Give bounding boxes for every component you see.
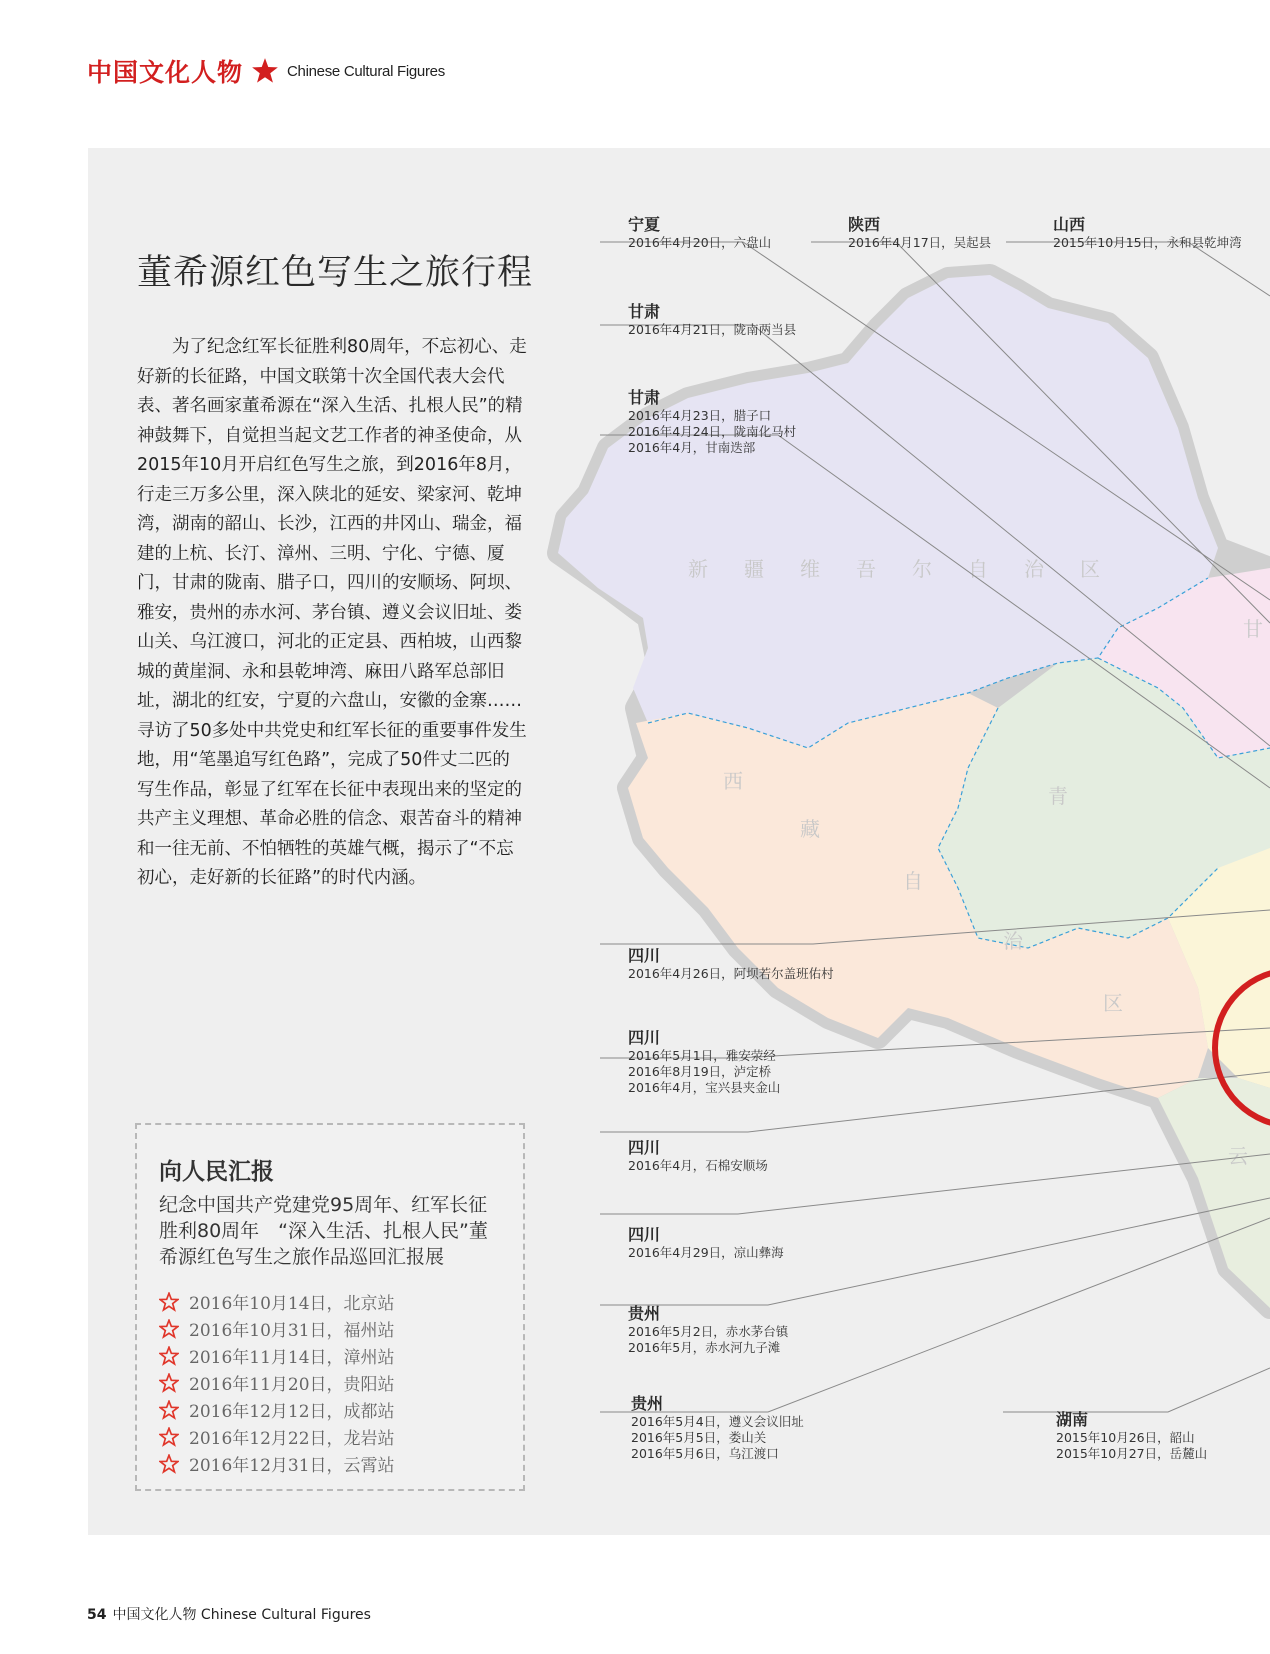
- callout-line: 2016年5月6日，乌江渡口: [631, 1446, 779, 1461]
- brand-name-cn: 中国文化人物: [87, 58, 244, 87]
- report-box: [135, 1123, 525, 1491]
- list-item: [159, 1450, 501, 1477]
- callout-province: 四川: [628, 946, 661, 965]
- callout-sichuan-4: [628, 1225, 784, 1261]
- region-name-xizang-3: 自: [903, 869, 923, 893]
- list-item: [159, 1288, 501, 1315]
- region-name-xizang-5: 区: [1103, 991, 1123, 1015]
- callout-line: 2016年5月，赤水河九子滩: [628, 1340, 781, 1355]
- callout-guizhou-1: [628, 1304, 788, 1356]
- callout-ningxia: [628, 215, 771, 251]
- callout-province: 湖南: [1056, 1410, 1089, 1429]
- star-outline-icon: [159, 1319, 179, 1339]
- callout-province: 四川: [628, 1138, 661, 1157]
- callout-line: 2016年8月19日，泸定桥: [628, 1064, 772, 1079]
- callout-line: 2015年10月27日，岳麓山: [1056, 1446, 1208, 1461]
- callout-guizhou-2: [631, 1394, 804, 1462]
- callout-line: 2016年4月，石棉安顺场: [628, 1158, 768, 1173]
- callout-sichuan-1: [628, 946, 834, 982]
- masthead: [87, 53, 445, 89]
- stop-text: 2016年10月31日，福州站: [189, 1321, 395, 1341]
- star-outline-icon: [159, 1292, 179, 1312]
- star-outline-icon: [159, 1454, 179, 1474]
- callout-province: 甘肃: [628, 388, 661, 407]
- callout-province: 甘肃: [628, 302, 661, 321]
- callout-line: 2016年4月24日，陇南化马村: [628, 424, 797, 439]
- callout-sichuan-3: [628, 1138, 768, 1174]
- callout-line: 2016年4月23日，腊子口: [628, 408, 772, 423]
- callout-line: 2016年5月2日，赤水茅台镇: [628, 1324, 789, 1339]
- stop-text: 2016年10月14日，北京站: [189, 1294, 395, 1314]
- exhibition-stops: [159, 1288, 501, 1477]
- list-item: [159, 1342, 501, 1369]
- callout-line: 2016年4月21日，陇南两当县: [628, 322, 797, 337]
- callout-line: 2016年4月26日，阿坝若尔盖班佑村: [628, 966, 834, 981]
- list-item: [159, 1315, 501, 1342]
- callout-line: 2015年10月26日，韶山: [1056, 1430, 1195, 1445]
- callout-province: 宁夏: [628, 215, 661, 234]
- callout-line: 2016年4月20日，六盘山: [628, 235, 772, 250]
- star-icon: [251, 57, 279, 85]
- region-name-qinghai: 青: [1048, 784, 1068, 808]
- callout-province: 山西: [1053, 215, 1086, 234]
- list-item: [159, 1396, 501, 1423]
- callout-province: 陕西: [848, 215, 881, 234]
- callout-province: 四川: [628, 1028, 661, 1047]
- stop-text: 2016年12月31日，云霄站: [189, 1456, 395, 1476]
- page-number: 54: [87, 1607, 107, 1623]
- callout-province: 四川: [628, 1225, 661, 1244]
- callout-province: 贵州: [631, 1394, 664, 1413]
- article-title: 董希源红色写生之旅行程: [137, 253, 534, 293]
- footer-text: 中国文化人物 Chinese Cultural Figures: [112, 1607, 371, 1623]
- callout-shaanxi: [848, 215, 991, 251]
- region-name-xinjiang: 新疆维吾尔自治区: [688, 557, 1136, 581]
- callout-line: 2016年4月，甘南迭部: [628, 440, 756, 455]
- callout-gansu-1: [628, 302, 796, 338]
- callout-hunan: [1056, 1410, 1207, 1462]
- region-name-xizang-2: 藏: [800, 817, 820, 841]
- star-outline-icon: [159, 1427, 179, 1447]
- region-name-gansu: 甘: [1243, 617, 1263, 641]
- star-outline-icon: [159, 1400, 179, 1420]
- stop-text: 2016年11月20日，贵阳站: [189, 1375, 395, 1395]
- article-intro: 为了纪念红军长征胜利80周年，不忘初心、走好新的长征路，中国文联第十次全国代表大会代表、著名画家董希源在“深入生活、扎根人民”的精神鼓舞下，自觉担当起文艺工作者的神圣使命，从2015年10月开启红色写生之旅，到2016年8月，行走三万多公里，深入陕北的延安、梁家河、乾坤湾，湖南的韶山、长沙，江西的井冈山、瑞金，福建的上杭、长汀、漳州、三明、宁化、宁德、厦门，甘肃的陇南、腊子口，四川的安顺场、阿坝、雅安，贵州的赤水河、茅台镇、遵义会议旧址、娄山关、乌江渡口，河北的正定县、西柏坡，山西黎城的黄崖洞、永和县乾坤湾、麻田八路军总部旧址，湖北的红安，宁夏的六盘山，安徽的金寨……寻访了50多处中共党史和红军长征的重要事件发生地，用“笔墨追写红色路”，完成了50件丈二匹的写生作品，彰显了红军在长征中表现出来的坚定的共产主义理想、革命必胜的信念、艰苦奋斗的精神和一往无前、不怕牺牲的英雄气概，揭示了“不忘初心，走好新的长征路”的时代内涵。: [137, 337, 527, 888]
- region-name-xizang-1: 西: [723, 769, 743, 793]
- region-name-xizang-4: 治: [1003, 929, 1023, 953]
- callout-line: 2016年5月1日，雅安荥经: [628, 1048, 776, 1063]
- region-name-yunnan: 云: [1228, 1144, 1248, 1168]
- star-outline-icon: [159, 1346, 179, 1366]
- report-subtitle: 纪念中国共产党建党95周年、红军长征胜利80周年 “深入生活、扎根人民”董希源红色写生之旅作品巡回汇报展: [159, 1194, 488, 1268]
- callout-province: 贵州: [628, 1304, 661, 1323]
- callout-sichuan-2: [628, 1028, 780, 1096]
- list-item: [159, 1423, 501, 1450]
- callout-line: 2016年5月4日，遵义会议旧址: [631, 1414, 804, 1429]
- stop-text: 2016年11月14日，漳州站: [189, 1348, 395, 1368]
- stop-text: 2016年12月22日，龙岩站: [189, 1429, 395, 1449]
- callout-line: 2016年5月5日，娄山关: [631, 1430, 767, 1445]
- stop-text: 2016年12月12日，成都站: [189, 1402, 395, 1422]
- callout-line: 2016年4月，宝兴县夹金山: [628, 1080, 781, 1095]
- callout-gansu-2: [628, 388, 796, 456]
- callout-line: 2016年4月17日，吴起县: [848, 235, 992, 250]
- callout-line: 2016年4月29日，凉山彝海: [628, 1245, 784, 1260]
- star-outline-icon: [159, 1373, 179, 1393]
- list-item: [159, 1369, 501, 1396]
- callout-line: 2015年10月15日，永和县乾坤湾: [1053, 235, 1242, 250]
- page-footer: [87, 1604, 371, 1624]
- report-title: 向人民汇报: [159, 1159, 274, 1185]
- brand-name-en: Chinese Cultural Figures: [287, 62, 445, 80]
- callout-shanxi: [1053, 215, 1242, 251]
